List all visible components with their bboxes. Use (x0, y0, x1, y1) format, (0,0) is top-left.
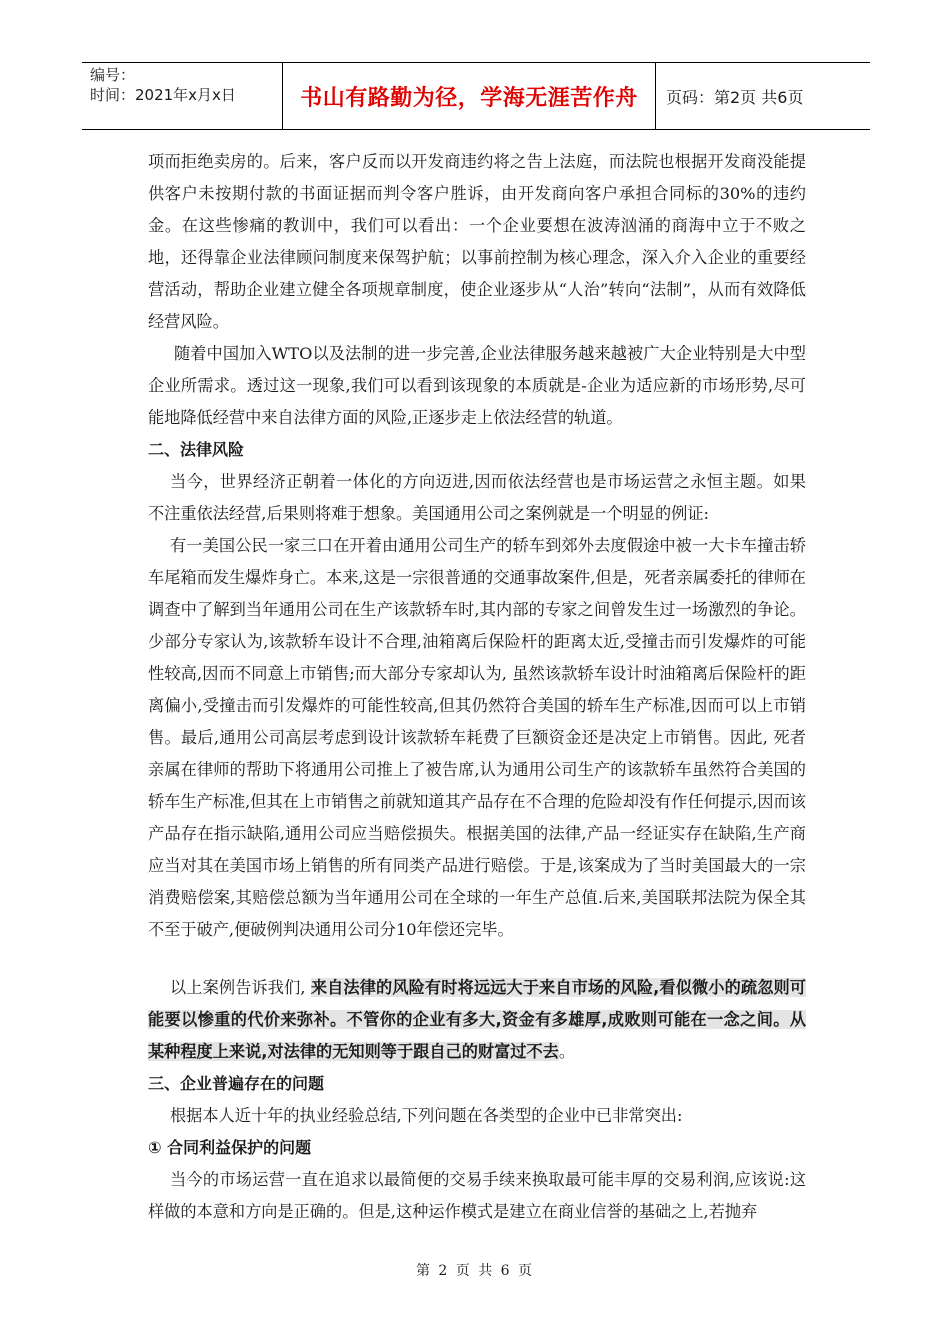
page-footer: 第 2 页 共 6 页 (415, 1263, 535, 1279)
paragraph-end: 。 (558, 1042, 576, 1061)
document-time-label: 时间：2021年x月x日 (90, 86, 236, 104)
paragraph: 随着中国加入WTO以及法制的进一步完善,企业法律服务越来越被广大企业特别是大中型企业所需求。透过这一现象,我们可以看到该现象的本质就是-企业为适应新的市场形势,尽可能地降低经营中来自法律方面的风险,正逐步走上依法经营的轨道。 (148, 344, 806, 427)
paragraph: 根据本人近十年的执业经验总结,下列问题在各类型的企业中已非常突出: (170, 1106, 683, 1125)
paragraph: 项而拒绝卖房的。后来，客户反而以开发商违约将之告上法庭，而法院也根据开发商没能提供客户未按期付款的书面证据而判令客户胜诉，由开发商向客户承担合同标的30%的违约金。在这些惨痛的教训中，我们可以看出：一个企业要想在波涛汹涌的商海中立于不败之地，还得靠企业法律顾问制度来保驾护航；以事前控制为核心理念，深入介入企业的重要经营活动，帮助企业建立健全各项规章制度，使企业逐步从“人治”转向“法制”，从而有效降低经营风险。 (148, 152, 806, 331)
paragraph-highlighted (148, 972, 806, 1068)
document-code-label: 编号： (90, 66, 136, 84)
paragraph: 当今的市场运营一直在追求以最简便的交易手续来换取最可能丰厚的交易利润,应该说:这样做的本意和方向是正确的。但是,这种运作模式是建立在商业信誉的基础之上,若抛弃 (148, 1170, 806, 1221)
paragraph: 当今，世界经济正朝着一体化的方向迈进,因而依法经营也是市场运营之永恒主题。如果不注重依法经营,后果则将难于想象。美国通用公司之案例就是一个明显的例证: (148, 472, 806, 523)
page-header (82, 62, 870, 130)
paragraph-lead: 以上案例告诉我们, (170, 978, 311, 997)
highlighted-text: 来自法律的风险有时将远远大于来自市场的风险,看似微小的疏忽则可能要以惨重的代价来弥补。不管你的企业有多大,资金有多雄厚,成败则可能在一念之间。从某种程度上来说,对法律的无知则等于跟自己的财富过不去 (148, 978, 806, 1061)
header-page-number: 页码：第2页 共6页 (666, 87, 804, 107)
document-body (148, 146, 806, 1228)
header-meta (82, 63, 282, 129)
header-motto: 书山有路勤为径，学海无涯苦作舟 (282, 63, 656, 129)
section-heading-common-problems: 三、企业普遍存在的问题 (148, 1074, 325, 1093)
subsection-heading-contract: ① 合同利益保护的问题 (148, 1138, 312, 1157)
paragraph-spacer (148, 946, 806, 972)
section-heading-legal-risk: 二、法律风险 (148, 440, 245, 459)
paragraph: 有一美国公民一家三口在开着由通用公司生产的轿车到郊外去度假途中被一大卡车撞击轿车尾箱而发生爆炸身亡。本来,这是一宗很普通的交通事故案件,但是，死者亲属委托的律师在调查中了解到当年通用公司在生产该款轿车时,其内部的专家之间曾发生过一场激烈的争论。少部分专家认为,该款轿车设计不合理,油箱离后保险杆的距离太近,受撞击而引发爆炸的可能性较高,因而不同意上市销售;而大部分专家却认为, 虽然该款轿车设计时油箱离后保险杆的距离偏小,受撞击而引发爆炸的可能性较高,但其仍然符合美国的轿车生产标准,因而可以上市销售。最后,通用公司高层考虑到设计该款轿车耗费了巨额资金还是决定上市销售。因此, 死者亲属在律师的帮助下将通用公司推上了被告席,认为通用公司生产的该款轿车虽然符合美国的轿车生产标准,但其在上市销售之前就知道其产品存在不合理的危险却没有作任何提示,因而该产品存在指示缺陷,通用公司应当赔偿损失。根据美国的法律,产品一经证实存在缺陷,生产商应当对其在美国市场上销售的所有同类产品进行赔偿。于是,该案成为了当时美国最大的一宗消费赔偿案,其赔偿总额为当年通用公司在全球的一年生产总值.后来,美国联邦法院为保全其不至于破产,便破例判决通用公司分10年偿还完毕。 (148, 536, 806, 939)
